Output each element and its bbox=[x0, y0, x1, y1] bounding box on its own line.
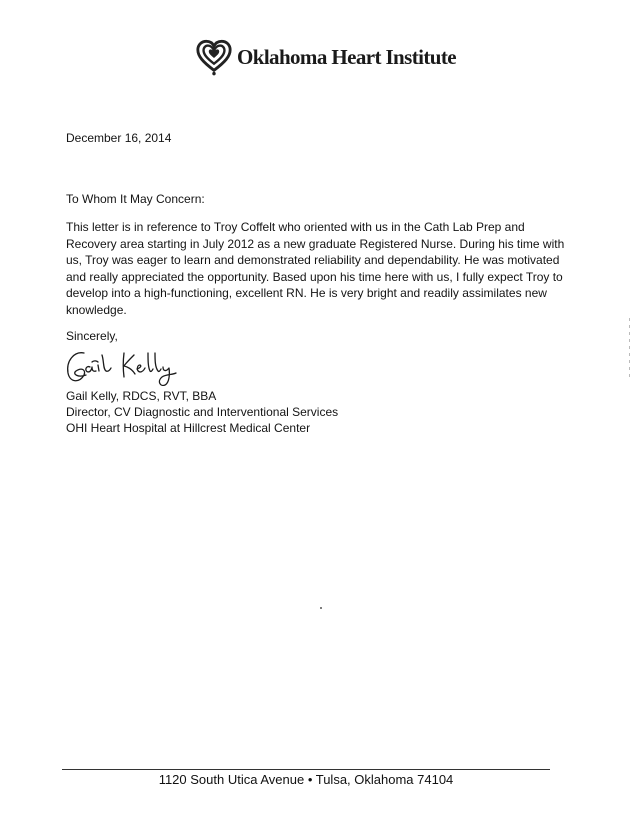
signatory-name: Gail Kelly, RDCS, RVT, BBA bbox=[66, 389, 217, 403]
signatory-title: Director, CV Diagnostic and Interventional Services bbox=[66, 405, 339, 419]
signatory-organization: OHI Heart Hospital at Hillcrest Medical Center bbox=[66, 421, 311, 435]
letter-body-paragraph: This letter is in reference to Troy Coffelt who oriented with us in the Cath Lab Prep and Recovery area starting in July 2012 as a new graduate Registered Nurse. During his time with us, Troy was eager to learn and demonstrated reliability and dependability. He was motivated and really appreciated the opportunity. Based upon his time here with us, I fully expect Troy to develop into a high-functioning, excellent RN. He is very bright and readily assimilates new knowledge. bbox=[66, 220, 565, 317]
scan-edge-mark bbox=[629, 318, 630, 378]
letter-date: December 16, 2014 bbox=[66, 131, 172, 145]
salutation: To Whom It May Concern: bbox=[66, 192, 205, 206]
organization-name: Oklahoma Heart Institute bbox=[237, 44, 456, 69]
closing: Sincerely, bbox=[66, 329, 118, 343]
footer-divider bbox=[62, 769, 550, 770]
handwritten-signature bbox=[62, 345, 197, 391]
letterhead bbox=[195, 38, 456, 76]
footer-address: 1120 South Utica Avenue • Tulsa, Oklahoma 74104 bbox=[158, 772, 454, 787]
heart-logo-icon bbox=[195, 38, 233, 76]
scan-speck bbox=[320, 607, 322, 609]
